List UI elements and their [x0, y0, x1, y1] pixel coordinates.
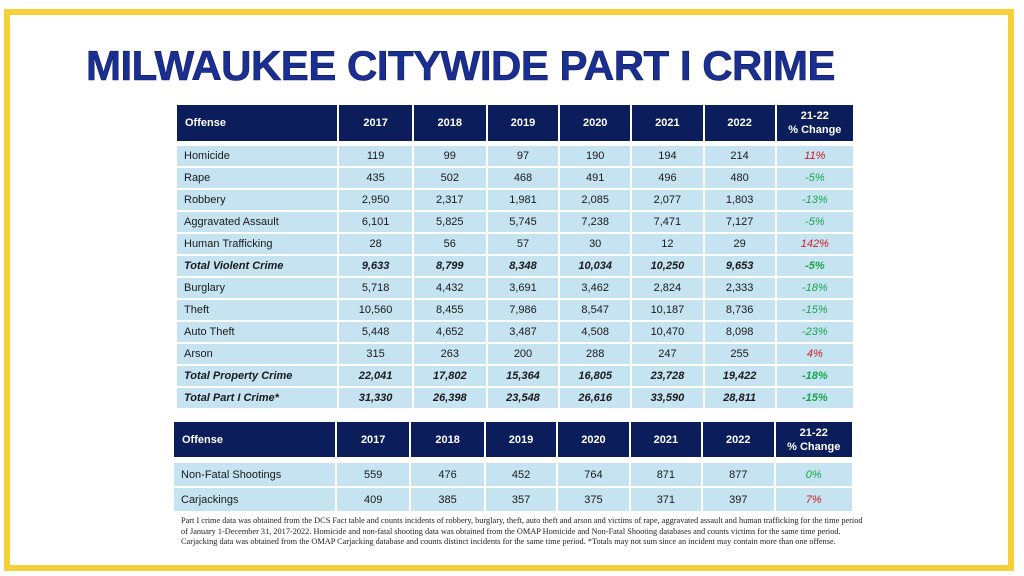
value-cell: 1,803 [705, 190, 775, 210]
offense-cell: Total Property Crime [177, 366, 337, 386]
value-cell: 764 [558, 463, 628, 486]
spacer-row [177, 143, 853, 144]
value-cell: 247 [632, 344, 702, 364]
value-cell: 10,034 [560, 256, 630, 276]
table-row [177, 146, 853, 166]
value-cell: 288 [560, 344, 630, 364]
value-cell: 6,101 [339, 212, 411, 232]
value-cell: 7,986 [488, 300, 558, 320]
value-cell: 10,250 [632, 256, 702, 276]
header-change-label: % Change [787, 440, 841, 453]
offense-cell: Theft [177, 300, 337, 320]
percent-change-cell: -15% [777, 300, 853, 320]
value-cell: 491 [560, 168, 630, 188]
offense-cell: Aggravated Assault [177, 212, 337, 232]
value-cell: 877 [703, 463, 773, 486]
value-cell: 99 [414, 146, 486, 166]
value-cell: 97 [488, 146, 558, 166]
value-cell: 33,590 [632, 388, 702, 408]
value-cell: 2,317 [414, 190, 486, 210]
value-cell: 480 [705, 168, 775, 188]
value-cell: 2,824 [632, 278, 702, 298]
table-row [177, 190, 853, 210]
header-2021: 2021 [631, 422, 701, 457]
header-2019: 2019 [486, 422, 556, 457]
value-cell: 56 [414, 234, 486, 254]
percent-change-cell: -23% [777, 322, 853, 342]
percent-change-cell: -15% [777, 388, 853, 408]
value-cell: 57 [488, 234, 558, 254]
value-cell: 19,422 [705, 366, 775, 386]
value-cell: 7,238 [560, 212, 630, 232]
header-percent-change [776, 422, 853, 457]
value-cell: 3,487 [488, 322, 558, 342]
header-offense: Offense [174, 422, 335, 457]
value-cell: 255 [705, 344, 775, 364]
offense-cell: Total Part I Crime* [177, 388, 337, 408]
value-cell: 5,718 [339, 278, 411, 298]
value-cell: 4,508 [560, 322, 630, 342]
header-percent-change [777, 105, 853, 141]
value-cell: 375 [558, 488, 628, 511]
value-cell: 26,616 [560, 388, 630, 408]
table-row [174, 463, 852, 486]
value-cell: 5,448 [339, 322, 411, 342]
value-cell: 8,547 [560, 300, 630, 320]
shootings-carjackings-table [172, 420, 854, 513]
value-cell: 371 [631, 488, 701, 511]
percent-change-cell: 11% [777, 146, 853, 166]
value-cell: 409 [337, 488, 409, 511]
value-cell: 28 [339, 234, 411, 254]
header-2018: 2018 [411, 422, 483, 457]
offense-cell: Robbery [177, 190, 337, 210]
header-2017: 2017 [337, 422, 409, 457]
header-2022: 2022 [705, 105, 775, 141]
header-2018: 2018 [414, 105, 486, 141]
value-cell: 16,805 [560, 366, 630, 386]
value-cell: 28,811 [705, 388, 775, 408]
header-change-label: % Change [788, 124, 842, 136]
percent-change-cell: -13% [777, 190, 853, 210]
value-cell: 7,471 [632, 212, 702, 232]
part-one-crime-body [177, 143, 853, 408]
value-cell: 10,560 [339, 300, 411, 320]
header-2020: 2020 [558, 422, 628, 457]
value-cell: 7,127 [705, 212, 775, 232]
value-cell: 4,652 [414, 322, 486, 342]
offense-cell: Non-Fatal Shootings [174, 463, 335, 486]
value-cell: 2,333 [705, 278, 775, 298]
value-cell: 9,633 [339, 256, 411, 276]
value-cell: 397 [703, 488, 773, 511]
table-header-row [174, 422, 852, 457]
offense-cell: Total Violent Crime [177, 256, 337, 276]
percent-change-cell: -5% [777, 168, 853, 188]
value-cell: 452 [486, 463, 556, 486]
percent-change-cell: 4% [777, 344, 853, 364]
percent-change-cell: -5% [777, 256, 853, 276]
offense-cell: Rape [177, 168, 337, 188]
value-cell: 12 [632, 234, 702, 254]
header-offense: Offense [177, 105, 337, 141]
value-cell: 10,470 [632, 322, 702, 342]
header-2019: 2019 [488, 105, 558, 141]
value-cell: 357 [486, 488, 556, 511]
value-cell: 10,187 [632, 300, 702, 320]
value-cell: 30 [560, 234, 630, 254]
spacer-row [174, 459, 852, 461]
value-cell: 263 [414, 344, 486, 364]
value-cell: 26,398 [414, 388, 486, 408]
value-cell: 8,799 [414, 256, 486, 276]
value-cell: 214 [705, 146, 775, 166]
value-cell: 315 [339, 344, 411, 364]
value-cell: 8,736 [705, 300, 775, 320]
value-cell: 22,041 [339, 366, 411, 386]
table-row [174, 488, 852, 511]
table-row [177, 212, 853, 232]
value-cell: 502 [414, 168, 486, 188]
header-period: 21-22 [800, 110, 829, 122]
offense-cell: Auto Theft [177, 322, 337, 342]
value-cell: 29 [705, 234, 775, 254]
value-cell: 17,802 [414, 366, 486, 386]
table-row [177, 322, 853, 342]
percent-change-cell: 7% [776, 488, 853, 511]
header-2021: 2021 [632, 105, 702, 141]
table-row [177, 388, 853, 408]
percent-change-cell: -18% [777, 366, 853, 386]
value-cell: 496 [632, 168, 702, 188]
part-one-crime-table [175, 103, 855, 410]
value-cell: 4,432 [414, 278, 486, 298]
value-cell: 435 [339, 168, 411, 188]
value-cell: 5,825 [414, 212, 486, 232]
offense-cell: Arson [177, 344, 337, 364]
shootings-carjackings-body [174, 459, 852, 511]
value-cell: 2,085 [560, 190, 630, 210]
value-cell: 190 [560, 146, 630, 166]
header-2020: 2020 [560, 105, 630, 141]
value-cell: 385 [411, 488, 483, 511]
value-cell: 8,348 [488, 256, 558, 276]
value-cell: 119 [339, 146, 411, 166]
value-cell: 5,745 [488, 212, 558, 232]
value-cell: 3,691 [488, 278, 558, 298]
table-row [177, 366, 853, 386]
percent-change-cell: -5% [777, 212, 853, 232]
table-row [177, 168, 853, 188]
offense-cell: Human Trafficking [177, 234, 337, 254]
table-row [177, 344, 853, 364]
value-cell: 194 [632, 146, 702, 166]
table-row [177, 256, 853, 276]
value-cell: 15,364 [488, 366, 558, 386]
value-cell: 200 [488, 344, 558, 364]
offense-cell: Homicide [177, 146, 337, 166]
value-cell: 476 [411, 463, 483, 486]
header-period: 21-22 [799, 426, 828, 439]
header-2017: 2017 [339, 105, 411, 141]
header-2022: 2022 [703, 422, 773, 457]
table-row [177, 278, 853, 298]
value-cell: 2,950 [339, 190, 411, 210]
value-cell: 23,728 [632, 366, 702, 386]
percent-change-cell: 142% [777, 234, 853, 254]
spacer-cell [174, 459, 852, 461]
value-cell: 468 [488, 168, 558, 188]
value-cell: 871 [631, 463, 701, 486]
offense-cell: Burglary [177, 278, 337, 298]
value-cell: 3,462 [560, 278, 630, 298]
value-cell: 31,330 [339, 388, 411, 408]
page-title: MILWAUKEE CITYWIDE PART I CRIME [86, 42, 836, 89]
value-cell: 1,981 [488, 190, 558, 210]
table-row [177, 234, 853, 254]
value-cell: 8,455 [414, 300, 486, 320]
spacer-cell [177, 143, 853, 144]
table-row [177, 300, 853, 320]
footnote: Part I crime data was obtained from the DCS Fact table and counts incidents of robbery, burglary, theft, auto theft and arson and victims of rape, aggravated assault and human trafficking for the time period of January 1-December 31, 2017-2022. Homicide and non-fatal shooting data was obtained from the OMAP Homicide and Non-Fatal Shooting databases and counts victims for the same time period. Carjacking data was obtained from the OMAP Carjacking database and counts distinct incidents for the same time period. *Totals may not sum since an incident may contain more than one offense. [181, 516, 863, 546]
value-cell: 559 [337, 463, 409, 486]
percent-change-cell: 0% [776, 463, 853, 486]
value-cell: 23,548 [488, 388, 558, 408]
value-cell: 2,077 [632, 190, 702, 210]
value-cell: 8,098 [705, 322, 775, 342]
offense-cell: Carjackings [174, 488, 335, 511]
table-header-row [177, 105, 853, 141]
value-cell: 9,653 [705, 256, 775, 276]
percent-change-cell: -18% [777, 278, 853, 298]
